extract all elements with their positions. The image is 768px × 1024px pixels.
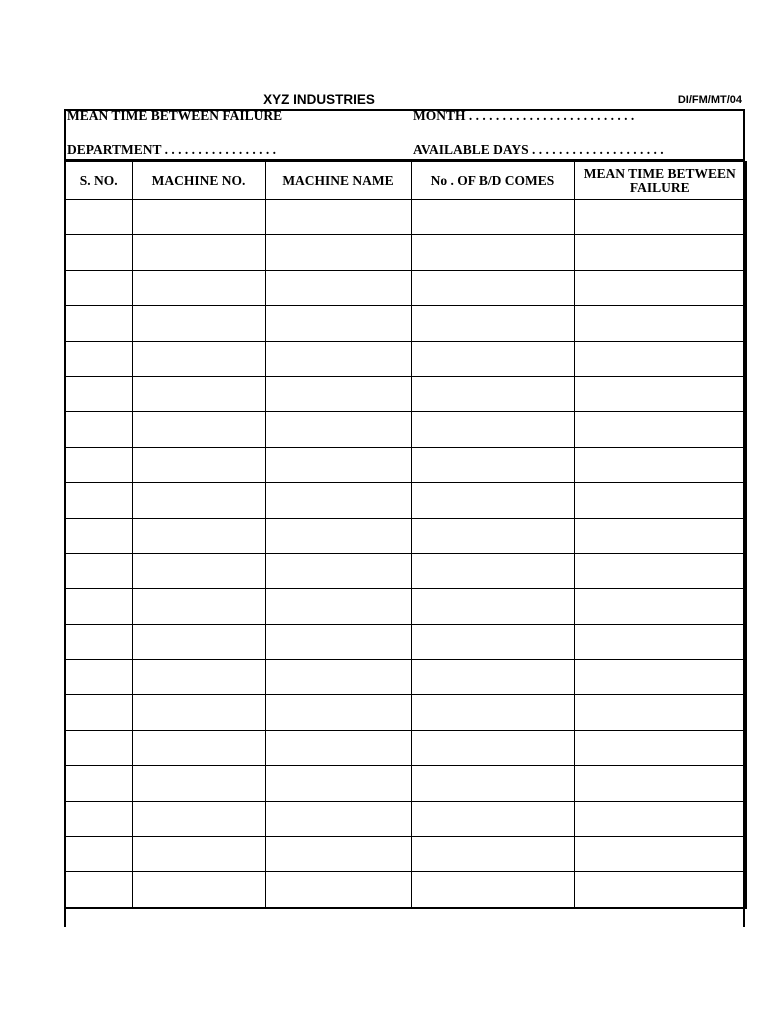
table-cell[interactable] (265, 872, 411, 908)
table-cell[interactable] (132, 483, 265, 518)
table-cell[interactable] (65, 200, 132, 235)
table-cell[interactable] (65, 553, 132, 588)
table-cell[interactable] (411, 341, 574, 376)
table-cell[interactable] (265, 376, 411, 411)
table-header-row (65, 162, 746, 200)
table-cell[interactable] (265, 235, 411, 270)
table-cell[interactable] (65, 235, 132, 270)
table-row (65, 624, 746, 659)
table-row (65, 483, 746, 518)
table-cell[interactable] (411, 837, 574, 872)
table-cell[interactable] (265, 730, 411, 765)
table-cell[interactable] (574, 270, 746, 305)
month-field[interactable]: MONTH . . . . . . . . . . . . . . . . . . . . . . . . . (413, 108, 635, 123)
table-cell[interactable] (411, 660, 574, 695)
table-row (65, 447, 746, 482)
table-cell[interactable] (574, 872, 746, 908)
table-cell[interactable] (411, 766, 574, 801)
table-cell[interactable] (65, 483, 132, 518)
table-row (65, 553, 746, 588)
table-cell[interactable] (65, 660, 132, 695)
table-cell[interactable] (132, 412, 265, 447)
table-cell[interactable] (574, 695, 746, 730)
col-header-machine-no: MACHINE NO. (132, 162, 265, 200)
table-row (65, 730, 746, 765)
table-cell[interactable] (65, 730, 132, 765)
table-cell[interactable] (265, 837, 411, 872)
table-cell[interactable] (574, 553, 746, 588)
table-row (65, 660, 746, 695)
table-cell[interactable] (411, 553, 574, 588)
table-cell[interactable] (265, 341, 411, 376)
table-cell[interactable] (132, 589, 265, 624)
col-header-sno: S. NO. (65, 162, 132, 200)
table-cell[interactable] (574, 589, 746, 624)
col-header-bd-comes: No . OF B/D COMES (411, 162, 574, 200)
available-days-field[interactable]: AVAILABLE DAYS . . . . . . . . . . . . . . . . . . . . (413, 142, 664, 157)
table-cell[interactable] (265, 483, 411, 518)
table-cell[interactable] (265, 412, 411, 447)
table-cell[interactable] (132, 270, 265, 305)
mtbf-table (64, 161, 747, 909)
table-cell[interactable] (132, 730, 265, 765)
table-cell[interactable] (65, 376, 132, 411)
table-row (65, 837, 746, 872)
table-cell[interactable] (411, 695, 574, 730)
table-cell[interactable] (65, 270, 132, 305)
table-cell[interactable] (265, 695, 411, 730)
table-cell[interactable] (574, 376, 746, 411)
table-cell[interactable] (65, 801, 132, 836)
table-cell[interactable] (574, 341, 746, 376)
table-cell[interactable] (411, 589, 574, 624)
table-row (65, 589, 746, 624)
table-row (65, 306, 746, 341)
table-cell[interactable] (265, 200, 411, 235)
table-cell[interactable] (574, 235, 746, 270)
table-cell[interactable] (574, 306, 746, 341)
table-cell[interactable] (132, 872, 265, 908)
table-row (65, 872, 746, 908)
table-row (65, 766, 746, 801)
table-row (65, 695, 746, 730)
table-cell[interactable] (574, 624, 746, 659)
table-cell[interactable] (574, 483, 746, 518)
table-cell[interactable] (265, 553, 411, 588)
table-cell[interactable] (411, 730, 574, 765)
table-cell[interactable] (65, 872, 132, 908)
table-cell[interactable] (265, 660, 411, 695)
table-cell[interactable] (265, 801, 411, 836)
table-cell[interactable] (411, 518, 574, 553)
table-cell[interactable] (411, 376, 574, 411)
table-cell[interactable] (411, 447, 574, 482)
table-row (65, 200, 746, 235)
table-cell[interactable] (65, 837, 132, 872)
table-cell[interactable] (265, 447, 411, 482)
table-cell[interactable] (574, 660, 746, 695)
table-cell[interactable] (265, 306, 411, 341)
table-cell[interactable] (65, 766, 132, 801)
table-cell[interactable] (574, 412, 746, 447)
table-row (65, 412, 746, 447)
company-name: XYZ INDUSTRIES (263, 92, 375, 107)
table-cell[interactable] (574, 837, 746, 872)
table-cell[interactable] (411, 801, 574, 836)
col-header-mtbf: MEAN TIME BETWEEN FAILURE (574, 162, 746, 200)
table-cell[interactable] (132, 200, 265, 235)
table-cell[interactable] (132, 801, 265, 836)
table-cell[interactable] (65, 447, 132, 482)
table-cell[interactable] (411, 270, 574, 305)
table-cell[interactable] (411, 200, 574, 235)
table-cell[interactable] (574, 447, 746, 482)
table-cell[interactable] (574, 801, 746, 836)
table-cell[interactable] (65, 624, 132, 659)
table-cell[interactable] (574, 730, 746, 765)
table-row (65, 801, 746, 836)
table-cell[interactable] (132, 376, 265, 411)
table-cell[interactable] (132, 624, 265, 659)
table-row (65, 270, 746, 305)
table-cell[interactable] (411, 483, 574, 518)
table-cell[interactable] (411, 624, 574, 659)
table-cell[interactable] (132, 766, 265, 801)
table-cell[interactable] (132, 660, 265, 695)
col-header-machine-name: MACHINE NAME (265, 162, 411, 200)
table-cell[interactable] (65, 518, 132, 553)
table-cell[interactable] (132, 695, 265, 730)
table-cell[interactable] (132, 341, 265, 376)
table-cell[interactable] (132, 553, 265, 588)
table-cell[interactable] (132, 447, 265, 482)
table-cell[interactable] (65, 695, 132, 730)
form-code: DI/FM/MT/04 (677, 94, 742, 106)
table-cell[interactable] (65, 341, 132, 376)
table-cell[interactable] (265, 589, 411, 624)
table-row (65, 235, 746, 270)
table-cell[interactable] (411, 412, 574, 447)
table-cell[interactable] (265, 624, 411, 659)
table-cell[interactable] (132, 518, 265, 553)
table-cell[interactable] (65, 589, 132, 624)
table-cell[interactable] (265, 518, 411, 553)
table-row (65, 341, 746, 376)
form-title: MEAN TIME BETWEEN FAILURE (67, 108, 283, 123)
table-body (65, 200, 746, 908)
table-cell[interactable] (65, 412, 132, 447)
department-field[interactable]: DEPARTMENT . . . . . . . . . . . . . . . . . (67, 142, 277, 157)
table-cell[interactable] (411, 872, 574, 908)
table-cell[interactable] (265, 766, 411, 801)
table-cell[interactable] (65, 306, 132, 341)
table-cell[interactable] (411, 235, 574, 270)
table-cell[interactable] (411, 306, 574, 341)
table-cell[interactable] (265, 270, 411, 305)
table-cell[interactable] (132, 235, 265, 270)
table-cell[interactable] (574, 200, 746, 235)
table-cell[interactable] (574, 766, 746, 801)
table-cell[interactable] (132, 837, 265, 872)
table-cell[interactable] (574, 518, 746, 553)
table-row (65, 376, 746, 411)
table-row (65, 518, 746, 553)
table-cell[interactable] (132, 306, 265, 341)
